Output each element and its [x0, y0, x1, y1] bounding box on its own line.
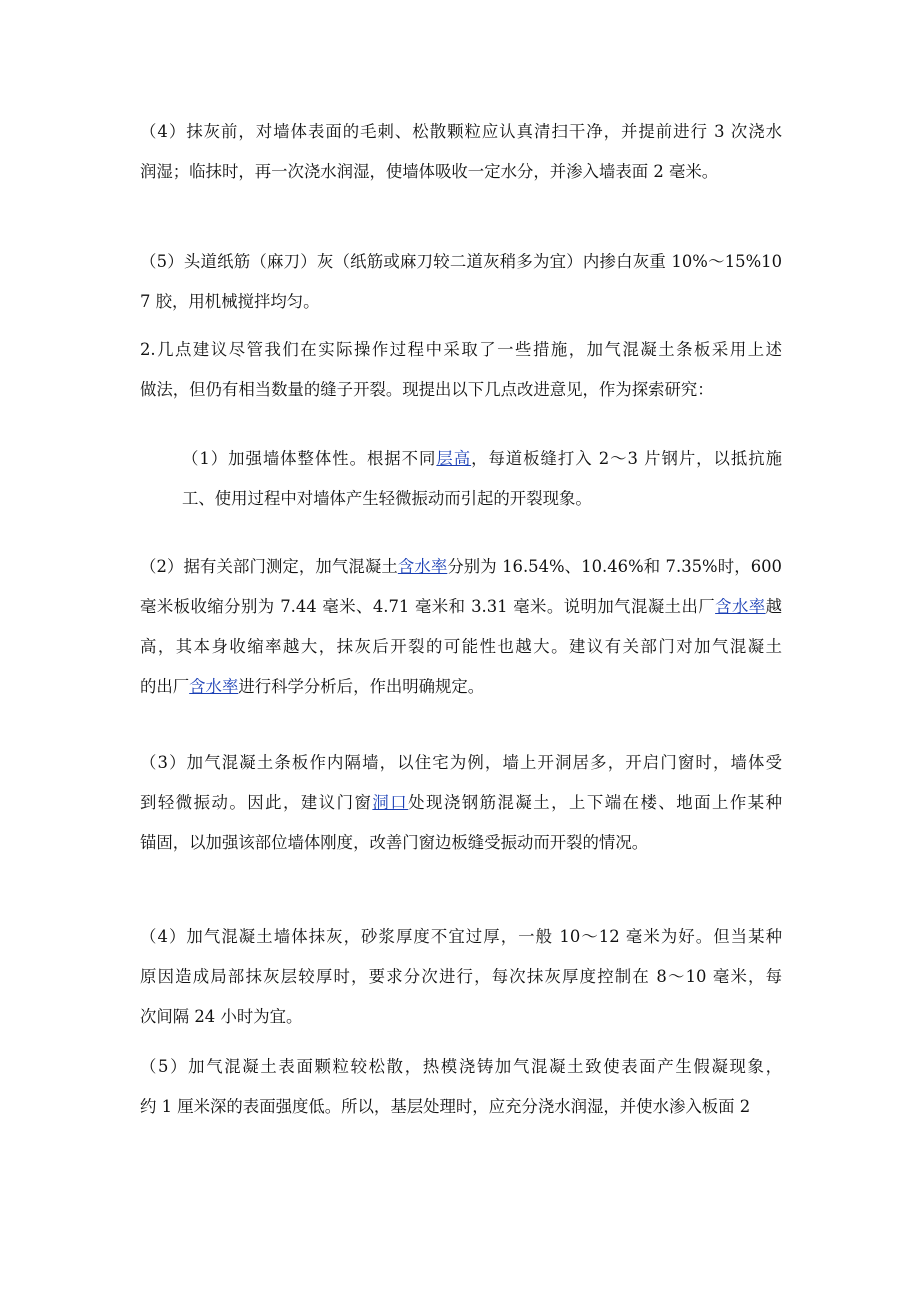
text-line [140, 547, 782, 587]
text-segment: 处现浇钢筋混凝土，上下端在楼、地面上作某种 [408, 793, 783, 812]
text-line [140, 743, 782, 783]
paragraph-suggestion-3 [140, 743, 782, 863]
text-line [140, 587, 782, 627]
term-link[interactable]: 洞口 [372, 793, 409, 812]
text-line [140, 627, 782, 667]
text-segment: 越 [765, 597, 782, 616]
text-line [140, 1047, 782, 1087]
paragraph-first-coat-mix [140, 242, 782, 322]
paragraph-plastering-prewetting [140, 112, 782, 192]
term-link[interactable]: 层高 [436, 449, 472, 468]
text-segment: 次间隔 24 小时为宜。 [140, 1007, 303, 1026]
text-line [182, 479, 782, 519]
text-segment: （3）加气混凝土条板作内隔墙，以住宅为例，墙上开洞居多，开启门窗时，墙体受 [140, 753, 782, 772]
text-segment: 2.几点建议尽管我们在实际操作过程中采取了一些措施，加气混凝土条板采用上述 [140, 340, 782, 359]
text-line [140, 370, 782, 410]
text-segment: 原因造成局部抹灰层较厚时，要求分次进行，每次抹灰厚度控制在 8～10 毫米，每 [140, 967, 782, 986]
text-segment: 做法，但仍有相当数量的缝子开裂。现提出以下几点改进意见，作为探索研究： [140, 380, 714, 399]
text-segment: 7 胶，用机械搅拌均匀。 [140, 292, 320, 311]
text-line [140, 1087, 782, 1127]
text-segment: 约 1 厘米深的表面强度低。所以，基层处理时，应充分浇水润湿，并使水渗入板面 2 [140, 1097, 751, 1116]
text-line [140, 957, 782, 997]
text-segment: 分别为 16.54%、10.46%和 7.35%时，600 [447, 557, 782, 576]
text-line [140, 282, 782, 322]
text-line [182, 439, 782, 479]
text-line [140, 667, 782, 707]
text-line [140, 917, 782, 957]
text-segment: 到轻微振动。因此，建议门窗 [140, 793, 373, 812]
text-segment: 润湿；临抹时，再一次浇水润湿，使墙体吸收一定水分，并渗入墙表面 2 毫米。 [140, 162, 719, 181]
text-line [140, 112, 782, 152]
text-segment: 高，其本身收缩率越大，抹灰后开裂的可能性也越大。建议有关部门对加气混凝土 [140, 637, 782, 656]
text-line [140, 823, 782, 863]
text-line [140, 242, 782, 282]
text-segment: （4）抹灰前，对墙体表面的毛刺、松散颗粒应认真清扫干净，并提前进行 3 次浇水 [140, 122, 782, 141]
text-segment: （1）加强墙体整体性。根据不同 [182, 449, 437, 468]
paragraph-suggestion-4 [140, 917, 782, 1037]
paragraph-suggestions-intro [140, 330, 782, 410]
paragraph-suggestion-2 [140, 547, 782, 707]
text-line [140, 330, 782, 370]
text-segment: 的出厂 [140, 677, 190, 696]
text-segment: （2）据有关部门测定，加气混凝土 [140, 557, 398, 576]
term-link[interactable]: 含水率 [189, 677, 239, 696]
term-link[interactable]: 含水率 [397, 557, 448, 576]
text-segment: （4）加气混凝土墙体抹灰，砂浆厚度不宜过厚，一般 10～12 毫米为好。但当某种 [140, 927, 782, 946]
text-segment: 毫米板收缩分别为 7.44 毫米、4.71 毫米和 3.31 毫米。说明加气混凝土出厂 [140, 597, 716, 616]
text-line [140, 997, 782, 1037]
text-segment: （5）头道纸筋（麻刀）灰（纸筋或麻刀较二道灰稍多为宜）内掺白灰重 10%～15%10 [140, 252, 782, 271]
text-segment: 锚固，以加强该部位墙体刚度，改善门窗边板缝受振动而开裂的情况。 [140, 833, 649, 852]
text-line [140, 152, 782, 192]
text-segment: （5）加气混凝土表面颗粒较松散，热模浇铸加气混凝土致使表面产生假凝现象， [140, 1057, 782, 1076]
term-link[interactable]: 含水率 [715, 597, 766, 616]
text-segment: ，每道板缝打入 2～3 片钢片，以抵抗施 [471, 449, 782, 468]
text-line [140, 783, 782, 823]
text-segment: 进行科学分析后，作出明确规定。 [238, 677, 485, 696]
text-segment: 工、使用过程中对墙体产生轻微振动而引起的开裂现象。 [182, 489, 592, 508]
paragraph-suggestion-5 [140, 1047, 782, 1127]
paragraph-suggestion-1 [182, 439, 782, 519]
